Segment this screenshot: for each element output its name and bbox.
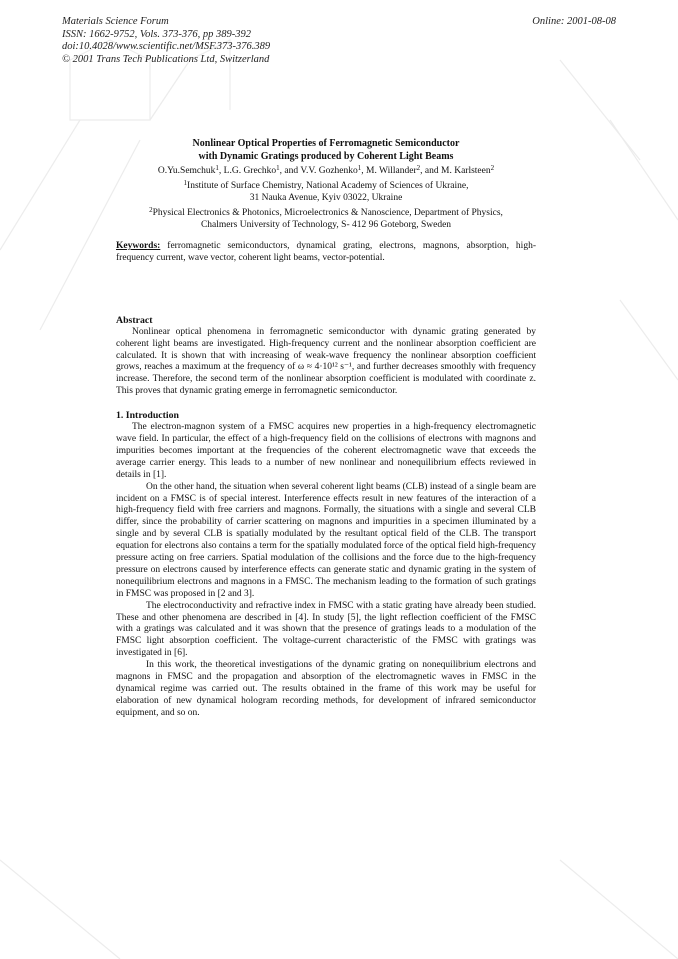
affiliation-marker: 2 (416, 164, 421, 172)
introduction-section (116, 410, 536, 720)
affiliation-2-line-1: Physical Electronics & Photonics, Microelectronics & Nanoscience, Department of Physics, (152, 208, 503, 218)
paper-title-line-2: with Dynamic Gratings produced by Coherent Light Beams (198, 150, 454, 162)
keywords (116, 241, 536, 265)
affiliation-1 (116, 180, 536, 204)
author-list (116, 165, 536, 177)
author-name: , M. Willander (361, 166, 417, 176)
affiliation-marker: 2 (490, 164, 495, 172)
abstract-section (116, 315, 536, 398)
introduction-heading: 1. Introduction (116, 410, 179, 422)
affiliation-marker: 1 (276, 164, 280, 172)
affiliation-marker: 2 (149, 206, 153, 214)
paper-title-line-1: Nonlinear Optical Properties of Ferromagnetic Semiconductor (192, 138, 460, 149)
journal-header (62, 16, 270, 66)
author-name: , L.G. Grechko (218, 166, 277, 176)
online-date: Online: 2001-08-08 (532, 16, 616, 27)
paragraph: On the other hand, the situation when several coherent light beams (CLB) instead of a single beam are incident on a FMSC is of special interest. Interference effects result in new features of the interaction of a high-frequency field with free carriers and magnons. Formally, the situations with a single and several CLB differ, since the probability of carrier scattering on magnons and impurities in a specimen illuminated by a single and by several CLB is spatially modulated by the resultant optical field of the CLB. The transport equation for electrons also contains a term for the spatially modulated force of the optical field high-frequency pressure acting on free carriers. Spatial modulation of the collisions and the force due to the high-frequency pressure on electrons caused by interference effects can generate static and dynamic grating in the system of nonequilibrium electrons and magnons in a FMSC. The mechanism leading to the formation of such gratings in FMSC was proposed in [2 and 3]. (116, 481, 536, 599)
affiliation-1-line-1: Institute of Surface Chemistry, National Academy of Sciences of Ukraine, (187, 181, 469, 191)
abstract-text: Nonlinear optical phenomena in ferromagnetic semiconductor with dynamic grating generated by coherent light beams are investigated. High-frequency current and the nonlinear absorption coefficient are calculated. It is shown that with increasing of weak-wave frequency the nonlinear absorption coefficient grows, reaches a maximum at the frequency of ω ≈ 4·10¹² s⁻¹, and further decreases smoothly with frequency increase. Therefore, the second term of the nonlinear absorption coefficient is modulated with coordinate z. This proves that dynamic grating emerge in ferromagnetic semiconductor. (116, 326, 536, 397)
paper-body (116, 138, 536, 720)
affiliation-2-line-2: Chalmers University of Technology, S- 412 96 Goteborg, Sweden (200, 220, 452, 230)
paragraph: In this work, the theoretical investigations of the dynamic grating on nonequilibrium electrons and magnons in FMSC and the propagation and absorption of the electromagnetic waves in FMSC in the dynamical regime was carried out. The results obtained in the frame of this work may be useful for elaboration of new dynamical hologram recording methods, for development of infrared semiconductor equipment, and so on. (116, 660, 536, 718)
author-name: O.Yu.Semchuk (157, 166, 216, 176)
paragraph: The electron-magnon system of a FMSC acquires new properties in a high-frequency electromagnetic wave field. In particular, the effect of a high-frequency field on the collisions of electrons with magnons and impurities becomes important at the frequencies of the coherent electromagnetic wave that exceeds the average carrier energy. This leads to a number of new nonlinear and nonequilibrium effects reviewed in details in [1]. (116, 422, 536, 480)
paragraph: The electroconductivity and refractive index in FMSC with a static grating have already been studied. These and other phenomena are described in [4]. In study [5], the light reflection coefficient of the FMSC with a gratings was calculated and it was shown that the presence of gratings leads to a modulation of the FMSC light absorption coefficient. The voltage-current characteristic of the FMSC with gratings was investigated in [6]. (116, 600, 536, 659)
affiliation-1-line-2: 31 Nauka Avenue, Kyiv 03022, Ukraine (249, 193, 403, 203)
keywords-label: Keywords: (116, 241, 161, 251)
affiliation-2 (116, 207, 536, 231)
author-name: , and V.V. Gozhenko (279, 166, 358, 176)
author-name: , and M. Karlsteen (420, 166, 491, 176)
affiliation-marker: 1 (215, 164, 219, 172)
keywords-text: ferromagnetic semiconductors, dynamical grating, electrons, magnons, absorption, high-frequency current, wave vector, coherent light beams, vector-potential. (116, 241, 536, 263)
affiliation-marker: 1 (183, 179, 188, 187)
journal-name: Materials Science Forum (62, 16, 169, 27)
issn-line: ISSN: 1662-9752, Vols. 373-376, pp 389-392 (62, 28, 251, 40)
copyright-line: © 2001 Trans Tech Publications Ltd, Switzerland (62, 53, 270, 65)
abstract-heading: Abstract (116, 314, 153, 326)
affiliation-marker: 1 (357, 164, 362, 172)
doi-line[interactable]: doi:10.4028/www.scientific.net/MSF.373-376.389 (62, 41, 271, 52)
